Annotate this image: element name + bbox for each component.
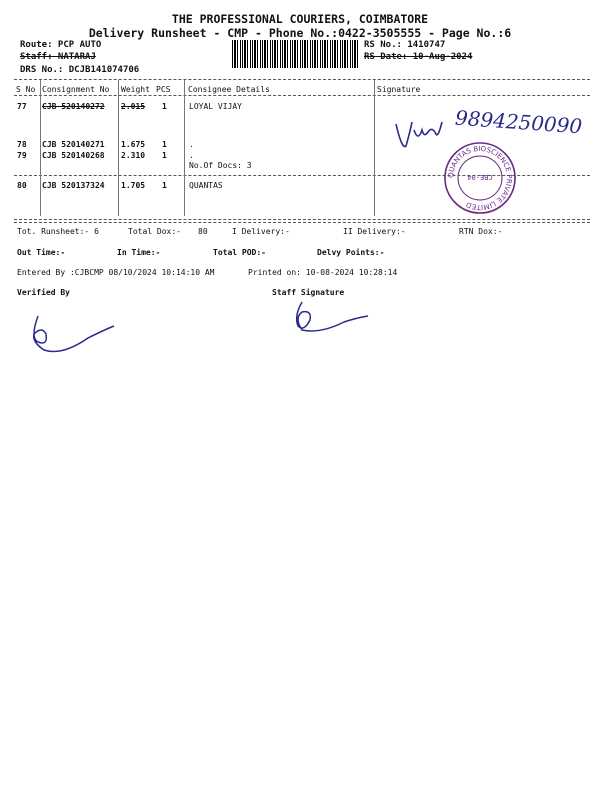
i-delivery: I Delivery:- [232,227,290,236]
row-consignee: QUANTAS [189,181,223,190]
stamp-center-text: CBE-04 [467,173,493,181]
no-of-docs: No.Of Docs: 3 [189,161,252,170]
rs-number: RS No.: 1410747 [364,40,446,50]
total-dox-value: 80 [198,227,208,236]
row-weight: 2.310 [121,151,146,160]
rs-date: RS Date: 10-Aug-2024 [364,52,473,62]
staff-label: Staff: NATARAJ [20,52,96,62]
row-consignment: CJB 520137324 [42,181,105,190]
row-sno: 80 [17,181,27,190]
tot-runsheet: Tot. Runsheet:- 6 [17,227,99,236]
out-time: Out Time:- [17,248,66,257]
drs-number: DRS No.: DCJB141074706 [20,65,140,75]
company-stamp [442,140,518,216]
staff-signature-label: Staff Signature [272,288,345,297]
stamp-arc-text: QUANTAS BIOSCIENCE PRIVATE LIMITED [446,144,514,212]
row-sno: 78 [17,140,27,149]
row-pcs: 1 [162,140,167,149]
in-time: In Time:- [117,248,161,257]
printed-on: Printed on: 10-08-2024 10:28:14 [248,268,398,277]
row-weight: 1.705 [121,181,146,190]
col-divider [374,80,375,216]
header-signature: Signature [377,85,421,94]
total-dox-label: Total Dox:- [128,227,181,236]
rtn-dox: RTN Dox:- [459,227,503,236]
verified-by-label: Verified By [17,288,70,297]
row-pcs: 1 [162,102,167,111]
entered-by: Entered By :CJBCMP 08/10/2024 10:14:10 AM [17,268,215,277]
header-consignee: Consignee Details [188,85,270,94]
row-weight: 1.675 [121,140,146,149]
row-consignment: CJB 520140271 [42,140,105,149]
barcode-image [232,40,358,68]
row-sno: 77 [17,102,27,111]
company-name: THE PROFESSIONAL COURIERS, COIMBATORE [171,12,429,26]
col-divider [118,80,119,216]
row-consignment: CJB 520140268 [42,151,105,160]
header-pcs: PCS [156,85,171,94]
verifier-signature [28,312,118,358]
header-weight: Weight [121,85,150,94]
row-sno: 79 [17,151,27,160]
table-bottom-rule [14,219,590,220]
row-consignment: CJB 520140272 [42,102,105,111]
row-consignee: . [189,151,194,160]
staff-signature [290,300,370,336]
recipient-signature [392,112,444,152]
summary-top-rule [14,222,590,223]
row-pcs: 1 [162,151,167,160]
col-divider [184,80,185,216]
total-pod: Total POD:- [213,248,266,257]
delvy-points: Delvy Points:- [317,248,385,257]
runsheet-subtitle: Delivery Runsheet - CMP - Phone No.:0422-3505555 - Page No.:6 [88,26,512,40]
table-top-rule [14,79,590,80]
row-pcs: 1 [162,181,167,190]
row-weight: 2.015 [121,102,146,111]
header-consignment: Consignment No [42,85,110,94]
route-label: Route: PCP AUTO [20,40,102,50]
handwritten-phone: 9894250090 [454,105,583,139]
row-consignee: LOYAL VIJAY [189,102,242,111]
row-consignee: . [189,140,194,149]
header-sno: S No [16,85,36,94]
table-header-rule [14,95,590,96]
col-divider [40,80,41,216]
ii-delivery: II Delivery:- [343,227,406,236]
